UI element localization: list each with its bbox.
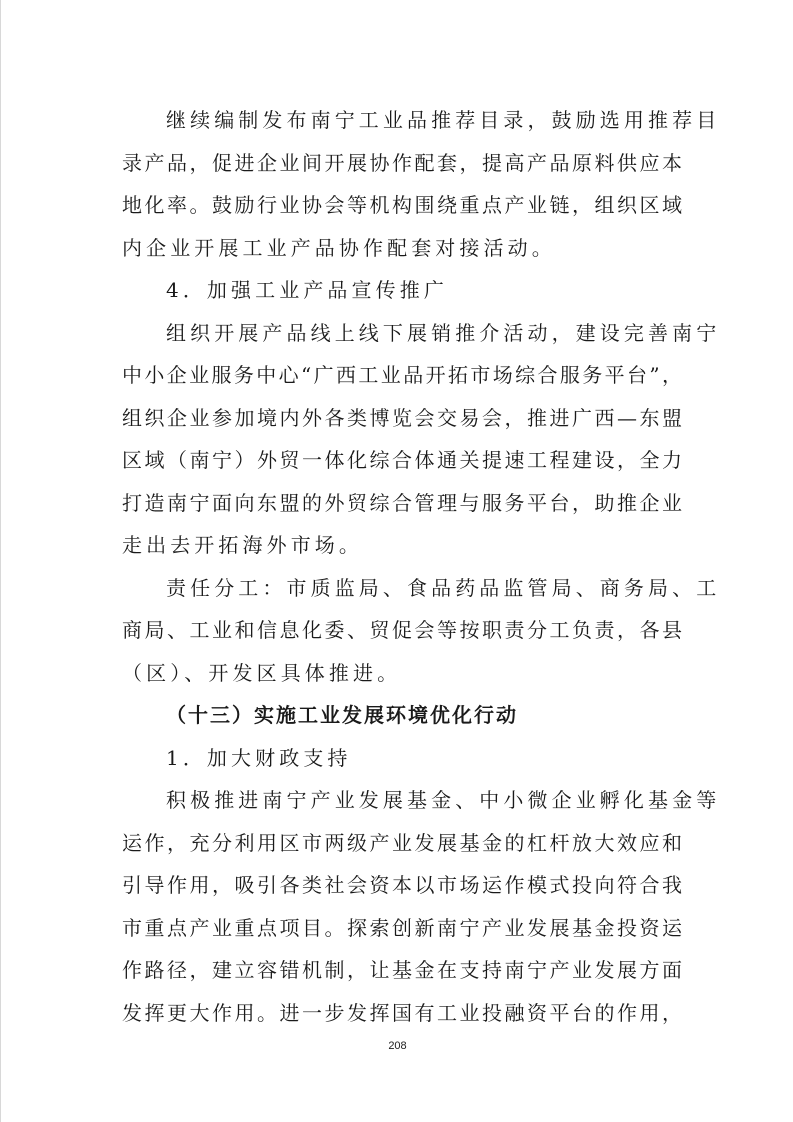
paragraph-line: 打造南宁面向东盟的外贸综合管理与服务平台，助推企业	[122, 490, 682, 515]
paragraph-line: 地化率。鼓励行业协会等机构围绕重点产业链，组织区域	[122, 193, 682, 217]
paragraph-line: 责任分工：市质监局、食品药品监管局、商务局、工	[166, 575, 721, 600]
document-body	[122, 99, 721, 1034]
paragraph-line: 组织开展产品线上线下展销推介活动，建设完善南宁	[166, 320, 721, 345]
paragraph-line: 中小企业服务中心“广西工业品开拓市场综合服务平台”，	[122, 363, 682, 387]
paragraph-line: 商局、工业和信息化委、贸促会等按职责分工负责，各县	[122, 618, 682, 642]
paragraph-line: 积极推进南宁产业发展基金、中小微企业孵化基金等	[166, 788, 721, 812]
paragraph-line: 组织企业参加境内外各类博览会交易会，推进广西—东盟	[122, 405, 682, 430]
paragraph-line: 运作，充分利用区市两级产业发展基金的杠杆放大效应和	[122, 830, 682, 855]
paragraph-line: 录产品，促进企业间开展协作配套，提高产品原料供应本	[122, 150, 682, 175]
paragraph-line: 市重点产业重点项目。探索创新南宁产业发展基金投资运	[122, 915, 682, 940]
paragraph-line: 区域（南宁）外贸一体化综合体通关提速工程建设，全力	[122, 448, 682, 472]
page-number: 208	[388, 1040, 407, 1052]
subsection-heading: 4．加强工业产品宣传推广	[166, 278, 448, 302]
paragraph-line: 引导作用，吸引各类社会资本以市场运作模式投向符合我	[122, 873, 682, 897]
paragraph-line: 继续编制发布南宁工业品推荐目录，鼓励选用推荐目	[166, 108, 721, 132]
paragraph-line: 走出去开拓海外市场。	[122, 533, 363, 557]
paragraph-line: 内企业开展工业产品协作配套对接活动。	[122, 235, 556, 260]
paragraph-line: （区）、开发区具体推进。	[122, 660, 402, 685]
paragraph-line: 作路径，建立容错机制，让基金在支持南宁产业发展方面	[122, 958, 682, 982]
section-heading: （十三）实施工业发展环境优化行动	[166, 703, 518, 727]
subsection-heading: 1．加大财政支持	[166, 745, 352, 770]
paragraph-line: 发挥更大作用。进一步发挥国有工业投融资平台的作用，	[122, 1000, 682, 1025]
